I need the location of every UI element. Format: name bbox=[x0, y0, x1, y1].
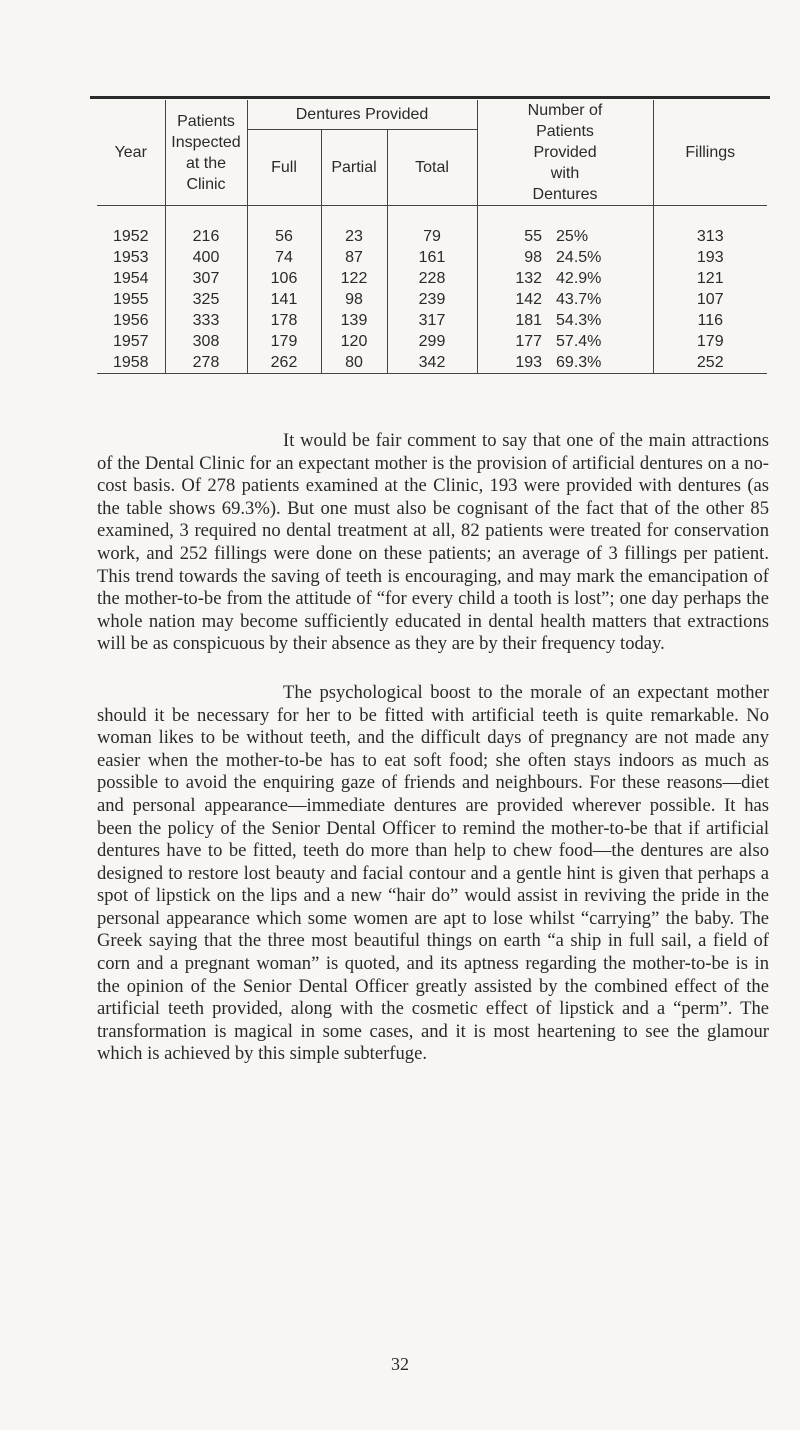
cell-year: 1953 bbox=[112, 248, 149, 266]
header-fillings: Fillings bbox=[653, 100, 767, 206]
cell-number: 177 bbox=[515, 332, 543, 350]
cell-partial: 23 bbox=[321, 226, 387, 247]
paragraph-1: It would be fair comment to say that one of the main attractions of the Dental Clinic for an expectant mother is the provision of artificial dentures on a no-cost basis. Of 278 patients examined at the Clinic, 193 were provided with dentures (as the table shows 69.3%). But one must also be cognisant of the fact that of the other 85 examined, 3 required no dental treatment at all, 82 patients were treated for conservation work, and 252 fillings were done on these patients; an average of 3 fillings per patient. This trend towards the saving of teeth is encouraging, and may mark the emancipation of the mother-to-be from the attitude of “for every child a tooth is lost”; one day perhaps the whole nation may become sufficiently educated in dental health matters that extractions will be as conspicuous by their absence as they are by their frequency today. bbox=[97, 430, 769, 655]
cell-year: 1955 bbox=[112, 290, 149, 308]
header-partial: Partial bbox=[321, 130, 387, 206]
cell-fillings: 193 bbox=[653, 247, 767, 268]
cell-number: 55 bbox=[524, 227, 543, 245]
table-row bbox=[97, 289, 767, 310]
cell-percent: 69.3% bbox=[556, 353, 602, 371]
cell-total: 228 bbox=[387, 268, 477, 289]
table-row bbox=[97, 226, 767, 247]
header-patients-inspected: Patients Inspected at the Clinic bbox=[165, 100, 247, 206]
cell-full: 178 bbox=[247, 310, 321, 331]
cell-number: 193 bbox=[515, 353, 543, 371]
table-row bbox=[97, 352, 767, 374]
cell-year: 1958 bbox=[97, 352, 165, 374]
cell-inspected: 278 bbox=[165, 352, 247, 374]
cell-number: 98 bbox=[524, 248, 543, 266]
table-row bbox=[97, 268, 767, 289]
cell-inspected: 308 bbox=[165, 331, 247, 352]
header-number-of-patients: Number of Patients Provided with Dentures bbox=[477, 100, 653, 206]
cell-total: 79 bbox=[387, 226, 477, 247]
cell-number: 132 bbox=[515, 269, 543, 287]
header-full: Full bbox=[247, 130, 321, 206]
cell-year: 1952 bbox=[112, 227, 149, 245]
cell-year: 1954 bbox=[112, 269, 149, 287]
cell-full: 179 bbox=[247, 331, 321, 352]
cell-year: 1956 bbox=[112, 311, 149, 329]
cell-fillings: 252 bbox=[653, 352, 767, 374]
cell-total: 299 bbox=[387, 331, 477, 352]
cell-inspected: 216 bbox=[165, 226, 247, 247]
cell-fillings: 116 bbox=[653, 310, 767, 331]
cell-number-percent bbox=[477, 226, 653, 247]
cell-number-percent bbox=[477, 331, 653, 352]
cell-full: 141 bbox=[247, 289, 321, 310]
cell-inspected: 307 bbox=[165, 268, 247, 289]
cell-partial: 98 bbox=[321, 289, 387, 310]
paragraph-2: The psychological boost to the morale of an expectant mother should it be necessary for her to be fitted with artificial teeth is quite remarkable. No woman likes to be without teeth, and the difficult days of pregnancy are not made any easier when the mother-to-be has to eat soft food; she often stays indoors as much as possible to avoid the enquiring gaze of friends and neighbours. For these reasons—diet and personal appearance—immediate dentures are provided wherever possible. It has been the policy of the Senior Dental Officer to remind the mother-to-be that if artificial dentures have to be fitted, teeth do more than help to chew food—the dentures are also designed to restore lost beauty and facial contour and a gentle hint is given that perhaps a spot of lipstick on the lips and a new “hair do” would assist in reviving the pride in the personal appearance which some women are apt to lose whilst “carrying” the baby. The Greek saying that the three most beautiful things on earth “a ship in full sail, a field of corn and a pregnant woman” is quoted, and its aptness regarding the mother-to-be is in the opinion of the Senior Dental Officer greatly assisted by the combined effect of the artificial teeth provided, along with the cosmetic effect of lipstick and a “perm”. The transformation is magical in some cases, and it is most heartening to see the glamour which is achieved by this simple subterfuge. bbox=[97, 681, 769, 1065]
cell-total: 342 bbox=[387, 352, 477, 374]
cell-fillings: 107 bbox=[653, 289, 767, 310]
table-row bbox=[97, 247, 767, 268]
cell-partial: 120 bbox=[321, 331, 387, 352]
body-text bbox=[97, 430, 769, 1092]
cell-partial: 122 bbox=[321, 268, 387, 289]
cell-percent: 24.5% bbox=[556, 248, 602, 266]
cell-full: 56 bbox=[247, 226, 321, 247]
cell-number-percent bbox=[477, 268, 653, 289]
cell-full: 262 bbox=[247, 352, 321, 374]
cell-partial: 139 bbox=[321, 310, 387, 331]
cell-inspected: 400 bbox=[165, 247, 247, 268]
header-year: Year bbox=[97, 100, 165, 206]
cell-percent: 57.4% bbox=[556, 332, 602, 350]
cell-percent: 42.9% bbox=[556, 269, 602, 287]
page-number: 32 bbox=[391, 1354, 409, 1374]
cell-percent: 54.3% bbox=[556, 311, 602, 329]
cell-fillings: 179 bbox=[653, 331, 767, 352]
cell-fillings: 313 bbox=[653, 226, 767, 247]
header-dentures-provided: Dentures Provided bbox=[247, 100, 477, 130]
table-row bbox=[97, 310, 767, 331]
cell-total: 239 bbox=[387, 289, 477, 310]
cell-partial: 80 bbox=[321, 352, 387, 374]
cell-percent: 25% bbox=[556, 227, 589, 245]
dentures-table bbox=[97, 100, 767, 374]
cell-full: 106 bbox=[247, 268, 321, 289]
table-row bbox=[97, 331, 767, 352]
cell-number: 142 bbox=[515, 290, 543, 308]
cell-number-percent bbox=[477, 310, 653, 331]
cell-percent: 43.7% bbox=[556, 290, 602, 308]
cell-number: 181 bbox=[515, 311, 543, 329]
cell-inspected: 333 bbox=[165, 310, 247, 331]
cell-partial: 87 bbox=[321, 247, 387, 268]
cell-total: 317 bbox=[387, 310, 477, 331]
cell-total: 161 bbox=[387, 247, 477, 268]
cell-number-percent bbox=[477, 247, 653, 268]
cell-inspected: 325 bbox=[165, 289, 247, 310]
top-rule bbox=[90, 96, 770, 99]
cell-year: 1957 bbox=[112, 332, 149, 350]
cell-fillings: 121 bbox=[653, 268, 767, 289]
cell-full: 74 bbox=[247, 247, 321, 268]
header-total: Total bbox=[387, 130, 477, 206]
cell-number-percent bbox=[477, 289, 653, 310]
cell-number-percent bbox=[477, 352, 653, 374]
